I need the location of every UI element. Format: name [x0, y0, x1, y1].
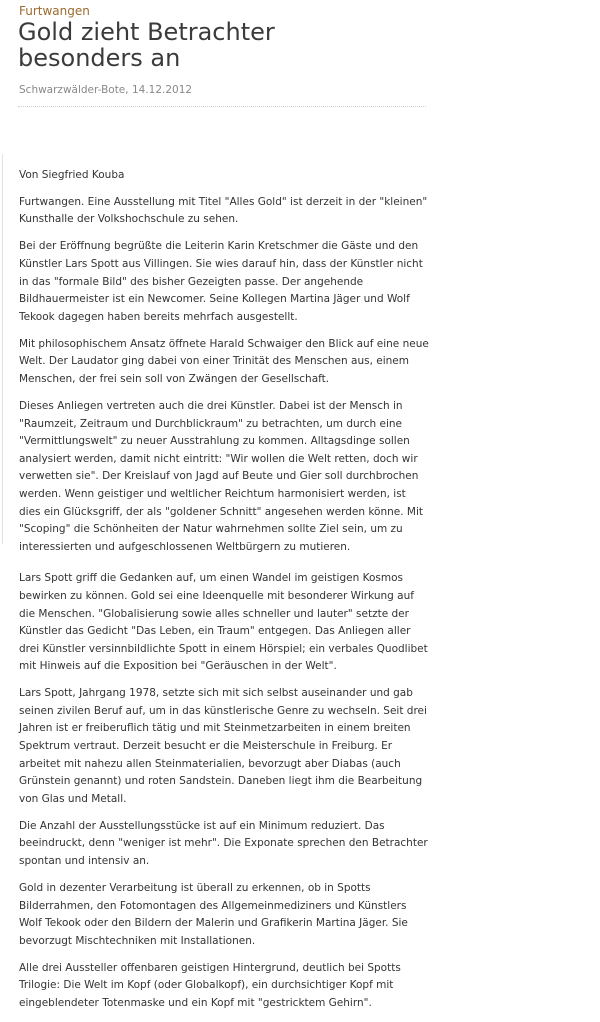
article-paragraph-5: Lars Spott griff die Gedanken auf, um einen Wandel im geistigen Kosmos bewirken zu können. Gold sei eine Ideenquelle mit besonderer Wirkung auf die Menschen. "Globalisierung sowie alles schneller und lauter" setzte der Künstler das Gedicht "Das Leben, ein Traum" entgegen. Das Anliegen aller drei Künstler versinnbildlichte Spott in einem Hörspiel; ein verbales Quodlibet mit Hinweis auf die Exposition bei "Geräuschen in der Welt". [19, 572, 428, 673]
article-paragraph-2: Bei der Eröffnung begrüßte die Leiterin Karin Kretschmer die Gäste und den Künstler Lars Spott aus Villingen. Sie wies darauf hin, dass der Künstler nicht in das "formale Bild" des bisher Gezeigten passe. Der angehende Bildhauermeister ist ein Newcomer. Seine Kollegen Martina Jäger und Wolf Tekook dagegen haben bereits mehrfach ausgestellt. [19, 240, 423, 323]
article-paragraph-4: Dieses Anliegen vertreten auch die drei Künstler. Dabei ist der Mensch in "Raumzeit, Zeitraum und Durchblickraum" zu betrachten, um durch eine "Vermittlungswelt" zu neuer Ausstrahlung zu kommen. Alltagsdinge sollen analysiert werden, damit nicht eintritt: "Wir wollen die Welt retten, doch wir verwetten sie". Der Kreislauf von Jagd auf Beute und Gier soll durchbrochen werden. Wenn geistiger und weltlicher Reichtum harmonisiert werden, ist dies ein Glücksgriff, der als "goldener Schnitt" angesehen werden könne. Mit "Scoping" die Schönheiten der Natur wahrnehmen sollte Ziel sein, um zu interessierten und aufgeschlossenen Weltbürgern zu mutieren. [19, 400, 424, 553]
left-rule [2, 154, 3, 544]
header-divider [18, 106, 426, 107]
article-paragraph-3: Mit philosophischem Ansatz öffnete Harald Schwaiger den Blick auf eine neue Welt. Der Laudator ging dabei von einer Trinität des Menschen aus, einem Menschen, der frei sein soll von Zwängen der Gesellschaft. [19, 337, 429, 386]
article-headline: Gold zieht Betrachter besonders an [18, 18, 275, 72]
article-paragraph-7: Die Anzahl der Ausstellungsstücke ist auf ein Minimum reduziert. Das beeindruckt, denn "weniger ist mehr". Die Exponate sprechen den Betrachter spontan und intensiv an. [19, 819, 428, 868]
article-paragraph-9: Alle drei Aussteller offenbaren geistigen Hintergrund, deutlich bei Spotts Trilogie: Die Welt im Kopf (oder Globalkopf), ein durchsichtiger Kopf mit eingeblendeter Totenmaske und ein Kopf mit "gestricktem Gehirn". [19, 961, 401, 1009]
article-byline: Von Siegfried Kouba [19, 169, 125, 181]
article-source: Schwarzwälder-Bote, 14.12.2012 [19, 84, 193, 96]
article-paragraph-8: Gold in dezenter Verarbeitung ist überall zu erkennen, ob in Spotts Bilderrahmen, den Fotomontagen des Allgemeinmediziners und Künstlers Wolf Tekook oder den Bildern der Malerin und Grafikerin Martina Jäger. Sie bevorzugt Mischtechniken mit Installationen. [19, 882, 408, 947]
article-kicker: Furtwangen [19, 4, 90, 18]
article-paragraph-6: Lars Spott, Jahrgang 1978, setzte sich mit sich selbst auseinander und gab seinen zivilen Beruf auf, um in das künstlerische Genre zu wechseln. Seit drei Jahren ist er freiberuflich tätig und mit Steinmetzarbeiten in einem breiten Spektrum vertraut. Derzeit besucht er die Meisterschule in Freiburg. Er arbeitet mit nahezu allen Steinmaterialien, bevorzugt aber Diabas (auch Grünstein genannt) und roten Sandstein. Daneben liegt ihm die Bearbeitung von Glas und Metall. [19, 687, 427, 805]
article-body [19, 167, 429, 1022]
article-paragraph-1: Furtwangen. Eine Ausstellung mit Titel "Alles Gold" ist derzeit in der "kleinen" Kunsthalle der Volkshochschule zu sehen. [19, 195, 428, 226]
